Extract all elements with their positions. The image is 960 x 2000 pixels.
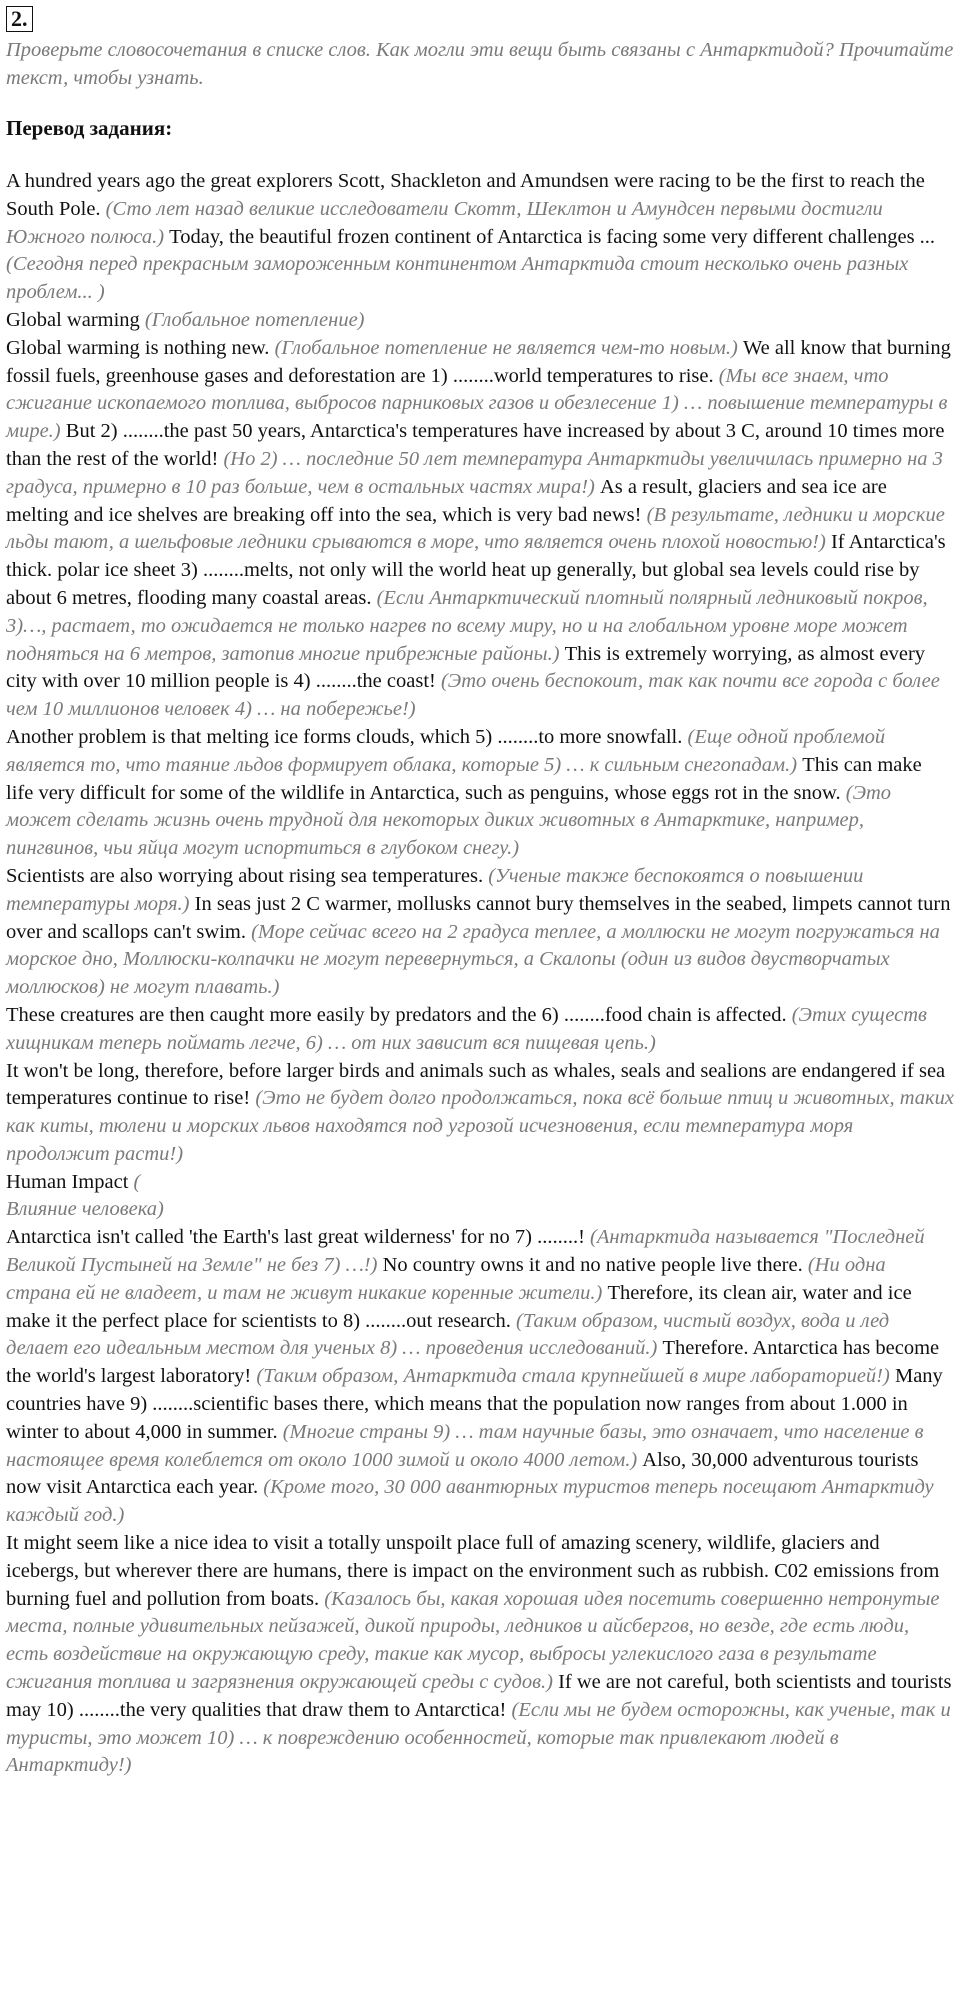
- english-text: It might seem like a nice idea to visit a totally unspoilt place full of amazing scenery, wildlife, glaciers and icebergs, but wherever there are humans, there is impact on the environment such as rubbish. C02 emissions from burning fuel and pollution from boats.: [6, 1532, 940, 1610]
- english-text: Human Impact: [6, 1170, 134, 1193]
- russian-translation: (Сто лет назад великие исследователи Скотт, Шеклтон и Амундсен первыми достигли Южного полюса.): [6, 197, 883, 248]
- russian-translation: (Еще одной проблемой является то, что таяние льдов формирует облака, которые 5) … к сильным снегопадам.): [6, 725, 886, 776]
- english-text: Therefore, its clean air, water and ice make it the perfect place for scientists to 8) ........out research.: [6, 1281, 912, 1332]
- russian-translation: (Ученые также беспокоятся о повышении температуры моря.): [6, 864, 864, 915]
- text-body: [6, 168, 954, 1780]
- text-paragraph: [6, 1196, 954, 1224]
- english-text: Another problem is that melting ice forms clouds, which 5) ........to more snowfall.: [6, 725, 688, 748]
- english-text: As a result, glaciers and sea ice are melting and ice shelves are breaking off into the sea, which is very bad news!: [6, 475, 887, 526]
- russian-translation: (Но 2) … последние 50 лет температура Антарктиды увеличилась примерно на 3 градуса, примерно в 10 раз больше, чем в остальных частях мира!): [6, 447, 943, 498]
- english-text: But 2) ........the past 50 years, Antarctica's temperatures have increased by about 3 C, around 10 times more than the rest of the world!: [6, 420, 945, 470]
- russian-translation: (Глобальное потепление): [144, 308, 365, 331]
- task-number-box: 2.: [6, 6, 33, 32]
- text-paragraph: [6, 1224, 954, 1530]
- text-paragraph: [6, 863, 954, 1002]
- english-text: We all know that burning fossil fuels, greenhouse gases and deforestation are 1) ........world temperatures to rise.: [6, 336, 951, 387]
- russian-translation: (Глобальное потепление не является чем-то новым.): [274, 336, 743, 359]
- english-text: If Antarctica's thick. polar ice sheet 3) ........melts, not only will the world heat up generally, but global sea levels could rise by about 6 metres, flooding many coastal areas.: [6, 531, 946, 609]
- english-text: This can make life very difficult for some of the wildlife in Antarctica, such as penguins, whose eggs rot in the snow.: [6, 753, 922, 804]
- text-paragraph: [6, 307, 954, 335]
- russian-translation: (Это очень беспокоит, так как почти все города с более чем 10 миллионов человек 4) … на побережье!): [6, 670, 940, 721]
- text-paragraph: [6, 168, 954, 307]
- russian-translation: (Кроме того, 30 000 авантюрных туристов теперь посещают Антарктиду каждый год.): [6, 1476, 934, 1527]
- english-text: If we are not careful, both scientists and tourists may 10) ........the very qualities that draw them to Antarctica!: [6, 1671, 952, 1721]
- russian-translation: (Если Антарктический плотный полярный ледниковый покров, 3)…, растает, то ожидается не только нагрев по всему миру, но и на глобальном уровне море может подняться на 6 метров, затопив многие прибрежные районы.): [6, 586, 928, 665]
- task-instruction: Проверьте словосочетания в списке слов. Как могли эти вещи быть связаны с Антарктидой? Прочитайте текст, чтобы узнать.: [6, 39, 954, 89]
- english-text: Today, the beautiful frozen continent of Antarctica is facing some very different challenges ...: [169, 225, 936, 248]
- russian-translation: (В результате, ледники и морские льды тают, а шельфовые ледники срываются в море, что является очень плохой новостью!): [6, 503, 945, 554]
- russian-translation: Влияние человека): [6, 1198, 164, 1221]
- english-text: No country owns it and no native people live there.: [382, 1254, 808, 1277]
- russian-translation: (Это может сделать жизнь очень трудной для некоторых диких животных в Антарктике, например, пингвинов, чьи яйца могут испортиться в глубоком снегу.): [6, 781, 892, 860]
- russian-translation: (Мы все знаем, что сжигание ископаемого топлива, выбросов парниковых газов и обезлесение 1) … повышение температуры в мире.): [6, 364, 948, 443]
- russian-translation: (Этих существ хищникам теперь поймать легче, 6) … от них зависит вся пищевая цепь.): [6, 1003, 927, 1054]
- english-text: This is extremely worrying, as almost every city with over 10 million people is 4) ........the coast!: [6, 642, 926, 693]
- text-paragraph: [6, 1002, 954, 1058]
- russian-translation: (Таким образом, чистый воздух, вода и лед делает его идеальным местом для ученых 8) … проведения исследований.): [6, 1309, 890, 1360]
- russian-translation: (Море сейчас всего на 2 градуса теплее, а моллюски не могут погружаться на морское дно, Моллюски-колпачки не могут перевернуться, а Скалопы (один из видов двустворчатых моллюсков) не могут плавать.): [6, 920, 940, 999]
- russian-translation: (Антарктида называется "Последней Великой Пустыней на Земле" не без 7) …!): [6, 1226, 925, 1277]
- text-paragraph: [6, 1169, 954, 1197]
- russian-translation: (Сегодня перед прекрасным замороженным континентом Антарктида стоит несколько очень разных проблем... ): [6, 253, 909, 304]
- english-text: These creatures are then caught more easily by predators and the 6) ........food chain is affected.: [6, 1003, 792, 1026]
- text-paragraph: [6, 335, 954, 724]
- russian-translation: (: [133, 1170, 141, 1193]
- russian-translation: (Ни одна страна ей не владеет, и там не живут никакие коренные жители.): [6, 1254, 886, 1304]
- english-text: In seas just 2 C warmer, mollusks cannot bury themselves in the seabed, limpets cannot turn over and scallops can't swim.: [6, 892, 951, 943]
- english-text: Also, 30,000 adventurous tourists now visit Antarctica each year.: [6, 1448, 919, 1499]
- english-text: It won't be long, therefore, before larger birds and animals such as whales, seals and sealions are endangered if sea temperatures continue to rise!: [6, 1059, 946, 1110]
- russian-translation: (Таким образом, Антарктида стала крупнейшей в мире лабораторией!): [256, 1365, 895, 1388]
- russian-translation: (Многие страны 9) … там научные базы, это означает, что население в настоящее время колеблется от около 1000 зимой и около 4000 летом.): [6, 1420, 924, 1471]
- english-text: Therefore. Antarctica has become the world's largest laboratory!: [6, 1337, 940, 1388]
- english-text: Global warming: [6, 308, 145, 331]
- text-paragraph: [6, 1530, 954, 1780]
- russian-translation: (Это не будет долго продолжаться, пока всё больше птиц и животных, таких как киты, тюлени и морских львов находятся под угрозой исчезновения, если температура моря продолжит расти!): [6, 1087, 954, 1165]
- russian-translation: (Если мы не будем осторожны, как ученые, так и туристы, это может 10) … к повреждению особенностей, которые так привлекают людей в Антарктиду!): [6, 1698, 951, 1777]
- translation-heading: Перевод задания:: [6, 116, 173, 140]
- text-paragraph: [6, 1058, 954, 1169]
- english-text: Antarctica isn't called 'the Earth's last great wilderness' for no 7) ........!: [6, 1226, 591, 1249]
- english-text: Global warming is nothing new.: [6, 336, 275, 359]
- english-text: Many countries have 9) ........scientific bases there, which means that the population now ranges from about 1.000 in winter to about 4,000 in summer.: [6, 1365, 943, 1443]
- text-paragraph: [6, 724, 954, 863]
- english-text: A hundred years ago the great explorers Scott, Shackleton and Amundsen were racing to be the first to reach the South Pole.: [6, 170, 925, 220]
- russian-translation: (Казалось бы, какая хорошая идея посетить совершенно нетронутые места, полные удивительных пейзажей, дикой природы, ледников и айсбергов, но везде, где есть люди, есть воздействие на окружающую среду, такие как мусор, выбросы углекислого газа в результате сжигания топлива и загрязнения окружающей среды с судов.): [6, 1587, 940, 1694]
- english-text: Scientists are also worrying about rising sea temperatures.: [6, 864, 489, 887]
